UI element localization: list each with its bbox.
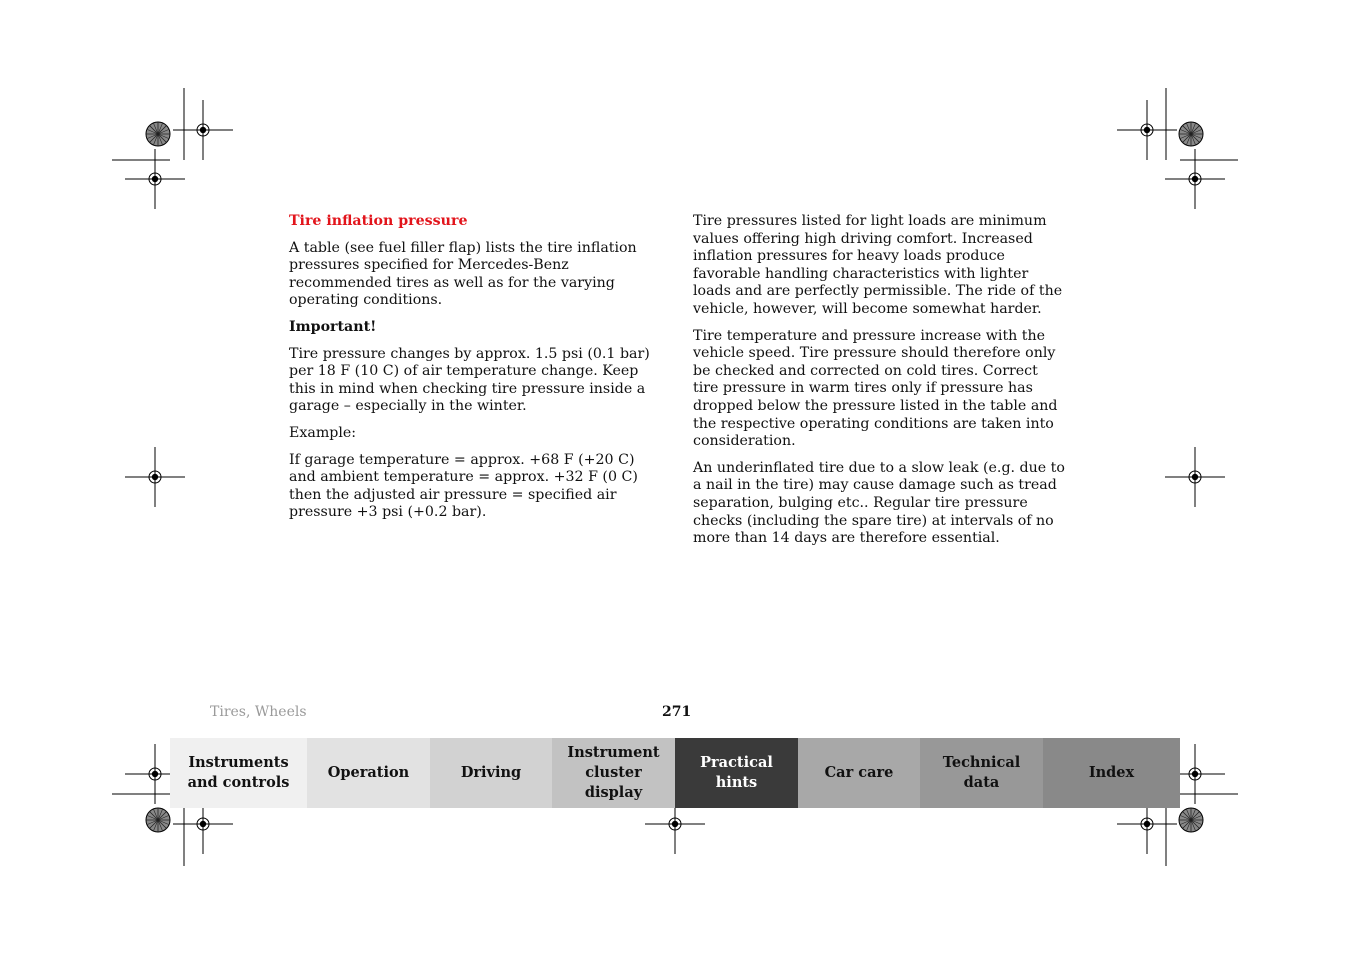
paragraph-example-label: Example: — [289, 424, 357, 441]
tab-label: Instruments and controls — [187, 754, 290, 791]
paragraph-pressure-change: Tire pressure changes by approx. 1.5 psi (0.1 bar) per 18 F (10 C) of air temperature change. Keep this in mind when checking tire pressure inside a garage – especially in the winter. — [289, 345, 650, 415]
left-column — [289, 213, 651, 531]
right-column — [693, 213, 1065, 557]
tab-label: Operation — [327, 764, 410, 781]
section-heading: Tire inflation pressure — [289, 213, 468, 229]
paragraph-underinflated: An underinflated tire due to a slow leak (e.g. due to a nail in the tire) may cause damage such as tread separation, bulging etc.. Regular tire pressure checks (including the spare tire) at intervals of no more than 14 days are therefore essential. — [693, 459, 1065, 547]
tab-label: Instrument cluster display — [567, 744, 660, 801]
paragraph-temperature: Tire temperature and pressure increase with the vehicle speed. Tire pressure should therefore only be checked and corrected on cold tires. Correct tire pressure in warm tires only if pressure has dropped below the pressure listed in the table and the respective operating conditions are taken into consideration. — [693, 327, 1058, 450]
tab-label: Driving — [460, 764, 522, 781]
paragraph-table-info: A table (see fuel filler flap) lists the tire inflation pressures specified for Mercedes-Benz recommended tires as well as for the varying operating conditions. — [289, 239, 637, 309]
tab-instruments-and-controls[interactable] — [170, 738, 307, 808]
footer-section-title: Tires, Wheels — [210, 704, 307, 720]
tab-operation[interactable] — [307, 738, 430, 808]
page-number: 271 — [662, 704, 692, 720]
tab-car-care[interactable] — [798, 738, 920, 808]
chapter-tabs — [170, 738, 1180, 808]
tab-label: Practical hints — [700, 754, 773, 791]
tab-label: Technical data — [942, 754, 1021, 791]
paragraph-light-loads: Tire pressures listed for light loads are minimum values offering high driving comfort. Increased inflation pressures for heavy loads produce favorable handling characteristics with lighter loads and are perfectly permissible. The ride of the vehicle, however, will become somewhat harder. — [693, 213, 1063, 317]
tab-driving[interactable] — [430, 738, 552, 808]
tab-label: Car care — [824, 764, 894, 781]
important-heading: Important! — [289, 318, 377, 335]
paragraph-example: If garage temperature = approx. +68 F (+20 C) and ambient temperature = approx. +32 F (0 C) then the adjusted air pressure = specified air pressure +3 psi (+0.2 bar). — [289, 451, 638, 521]
tab-practical-hints[interactable] — [675, 738, 798, 808]
tab-instrument-cluster-display[interactable] — [552, 738, 675, 808]
tab-label: Index — [1088, 764, 1135, 781]
tab-technical-data[interactable] — [920, 738, 1043, 808]
tab-index[interactable] — [1043, 738, 1180, 808]
